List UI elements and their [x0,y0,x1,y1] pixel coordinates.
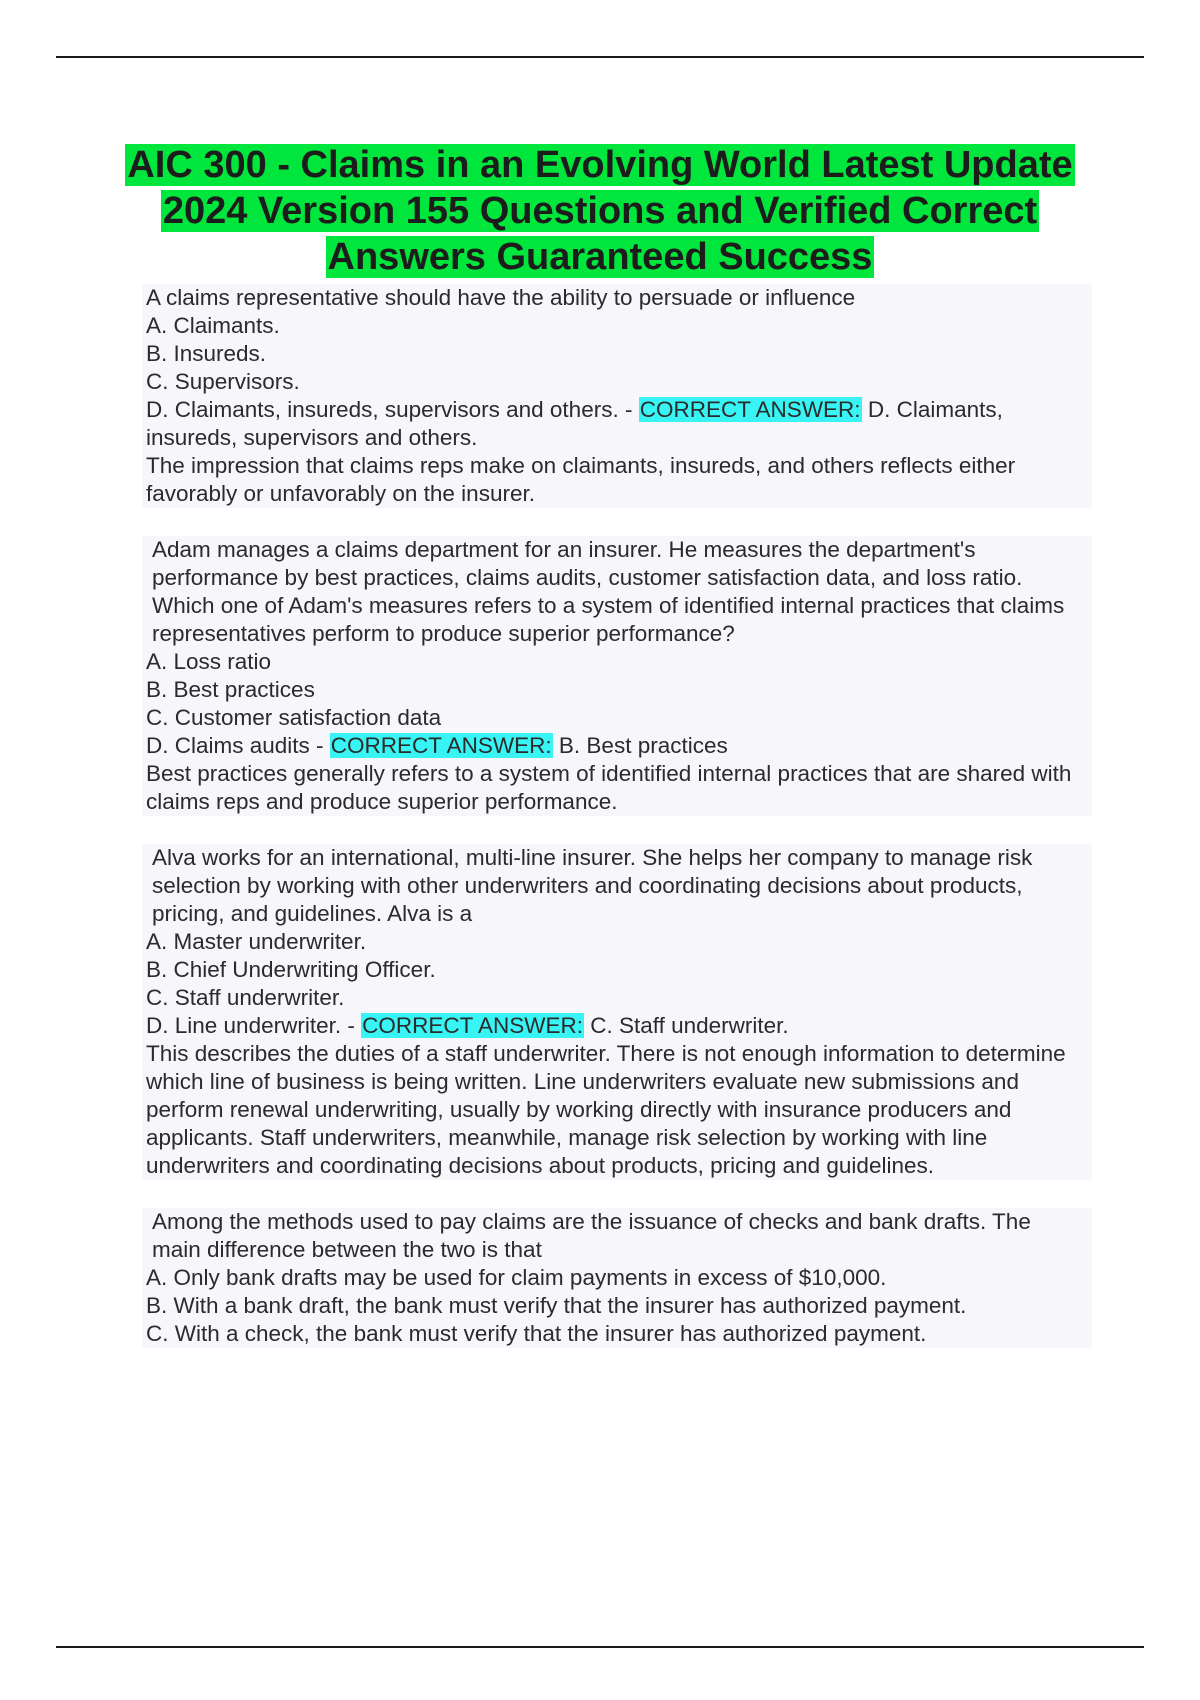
correct-answer-text: B. Best practices [552,733,728,758]
footer-rule [56,1646,1144,1648]
answer-explanation: This describes the duties of a staff underwriter. There is not enough information to determine which line of business is being written. Line underwriters evaluate new submissions and perform renewal underwriting, usually by working directly with insurance producers and applicants. Staff underwriters, meanwhile, manage risk selection by working with line underwriters and coordinating decisions about products, pricing and guidelines. [146,1041,1066,1178]
option-c: C. Staff underwriter. [146,985,345,1010]
option-a: A. Master underwriter. [146,929,367,954]
correct-answer-text: C. Staff underwriter. [583,1013,789,1038]
question-block-1 [142,284,1092,508]
correct-answer-label: CORRECT ANSWER: [639,397,861,422]
option-a: A. Only bank drafts may be used for claim payments in excess of $10,000. [146,1265,887,1290]
question-list [142,284,1092,1376]
header-rule [56,56,1144,58]
option-b: B. Insureds. [146,341,267,366]
question-stem: A claims representative should have the ability to persuade or influence [146,285,856,310]
question-stem: Adam manages a claims department for an insurer. He measures the department's performance by best practices, claims audits, customer satisfaction data, and loss ratio. Which one of Adam's measures refers to a system of identified internal practices that claims representatives perform to produce superior performance? [152,537,1065,646]
question-stem: Among the methods used to pay claims are the issuance of checks and bank drafts. The main difference between the two is that [152,1209,1031,1262]
option-c: C. With a check, the bank must verify that the insurer has authorized payment. [146,1321,927,1346]
correct-answer-text: D. Claimants, insureds, supervisors and others. [146,397,1003,450]
option-b: B. Chief Underwriting Officer. [146,957,436,982]
option-d: D. Claims audits - [146,733,330,758]
answer-explanation: Best practices generally refers to a system of identified internal practices that are shared with claims reps and produce superior performance. [146,761,1072,814]
option-d-with-answer [146,732,1084,760]
question-block-3 [142,844,1092,1180]
document-title [80,142,1120,280]
answer-explanation: The impression that claims reps make on claimants, insureds, and others reflects either favorably or unfavorably on the insurer. [146,453,1016,506]
option-a: A. Loss ratio [146,649,272,674]
option-d: D. Line underwriter. - [146,1013,362,1038]
option-d: D. Claimants, insureds, supervisors and others. - [146,397,639,422]
correct-answer-label: CORRECT ANSWER: [330,733,552,758]
option-b: B. With a bank draft, the bank must verify that the insurer has authorized payment. [146,1293,967,1318]
question-block-2 [142,536,1092,816]
correct-answer-label: CORRECT ANSWER: [362,1013,583,1038]
option-c: C. Customer satisfaction data [146,705,442,730]
option-b: B. Best practices [146,677,315,702]
option-a: A. Claimants. [146,313,280,338]
option-d-with-answer [146,1012,1084,1040]
option-d-with-answer [146,396,1084,452]
option-c: C. Supervisors. [146,369,300,394]
question-stem: Alva works for an international, multi-line insurer. She helps her company to manage risk selection by working with other underwriters and coordinating decisions about products, pricing, and guidelines. Alva is a [152,845,1033,926]
document-title-text: AIC 300 - Claims in an Evolving World Latest Update 2024 Version 155 Questions and Verified Correct Answers Guaranteed Success [127,144,1073,278]
question-block-4 [142,1208,1092,1348]
